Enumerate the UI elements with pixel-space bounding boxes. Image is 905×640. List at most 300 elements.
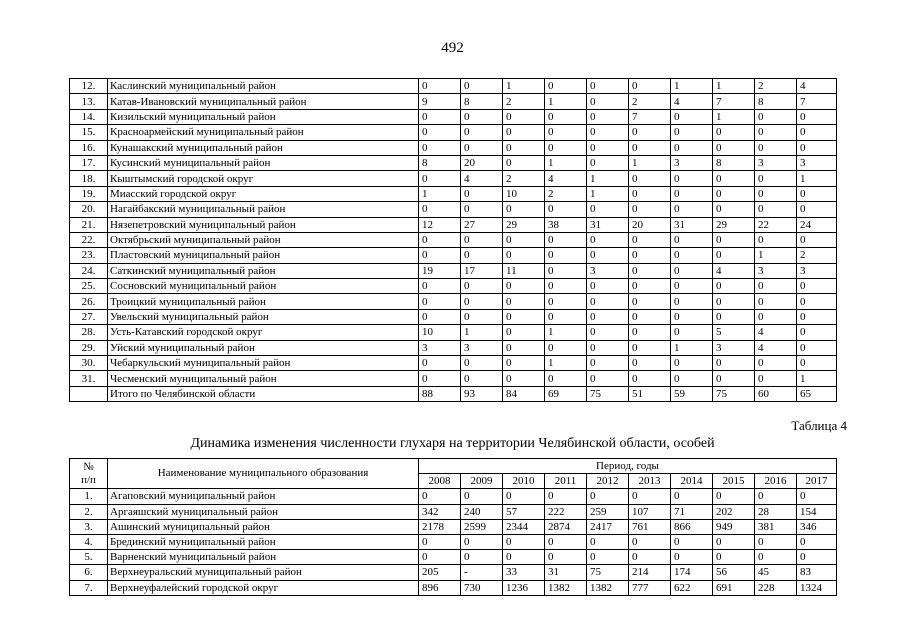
value-cell: 0 (461, 186, 503, 201)
capercaillie-table (69, 458, 837, 596)
municipality-name: Увельский муниципальный район (108, 309, 419, 324)
value-cell: 0 (629, 263, 671, 278)
municipality-name: Каслинский муниципальный район (108, 79, 419, 94)
value-cell: 0 (419, 294, 461, 309)
value-cell: 9 (419, 94, 461, 109)
value-cell: 0 (755, 171, 797, 186)
value-cell: 0 (545, 109, 587, 124)
value-cell: 0 (503, 125, 545, 140)
value-cell: 0 (797, 125, 837, 140)
value-cell: 2599 (461, 519, 503, 534)
value-cell: 0 (629, 534, 671, 549)
value-cell: 1 (671, 340, 713, 355)
value-cell: 0 (461, 294, 503, 309)
value-cell: 0 (755, 125, 797, 140)
value-cell: 3 (755, 263, 797, 278)
value-cell: 0 (503, 202, 545, 217)
value-cell: 0 (755, 309, 797, 324)
value-cell: 0 (797, 356, 837, 371)
value-cell: 0 (587, 534, 629, 549)
value-cell: 3 (797, 155, 837, 170)
value-cell: 0 (419, 534, 461, 549)
table-row (70, 202, 837, 217)
value-cell: 1236 (503, 580, 545, 595)
value-cell: 1 (797, 171, 837, 186)
value-cell: 0 (797, 550, 837, 565)
row-number: 4. (70, 534, 108, 549)
value-cell: 19 (419, 263, 461, 278)
value-cell: 0 (671, 171, 713, 186)
value-cell: 60 (755, 386, 797, 401)
row-number: 29. (70, 340, 108, 355)
value-cell: 0 (419, 550, 461, 565)
value-cell: 0 (545, 534, 587, 549)
value-cell: 154 (797, 504, 837, 519)
value-cell: 0 (587, 279, 629, 294)
header-year-cell: 2015 (713, 474, 755, 489)
value-cell: 0 (545, 263, 587, 278)
value-cell: 0 (797, 534, 837, 549)
value-cell: 1 (419, 186, 461, 201)
value-cell: 0 (587, 125, 629, 140)
value-cell: 0 (671, 294, 713, 309)
value-cell: 0 (503, 309, 545, 324)
value-cell: 2 (629, 94, 671, 109)
value-cell: 0 (545, 309, 587, 324)
value-cell: 0 (419, 79, 461, 94)
value-cell: 0 (629, 294, 671, 309)
value-cell: 2 (797, 248, 837, 263)
value-cell: 1 (587, 171, 629, 186)
value-cell: 0 (671, 109, 713, 124)
value-cell: 1 (755, 248, 797, 263)
value-cell: 0 (545, 248, 587, 263)
value-cell: 0 (587, 325, 629, 340)
value-cell: 0 (797, 340, 837, 355)
header-year-cell: 2014 (671, 474, 713, 489)
municipality-name: Верхнеуральский муниципальный район (108, 565, 419, 580)
value-cell: 3 (461, 340, 503, 355)
value-cell: 0 (461, 248, 503, 263)
value-cell: 1 (545, 325, 587, 340)
value-cell: 4 (545, 171, 587, 186)
value-cell: 0 (713, 171, 755, 186)
value-cell: 0 (629, 186, 671, 201)
value-cell: 1 (713, 79, 755, 94)
table-row (70, 155, 837, 170)
table-row (70, 79, 837, 94)
municipality-name: Саткинский муниципальный район (108, 263, 419, 278)
value-cell: 0 (755, 550, 797, 565)
row-number: 31. (70, 371, 108, 386)
municipality-name: Нагайбакский муниципальный район (108, 202, 419, 217)
value-cell: 3 (755, 155, 797, 170)
value-cell: 0 (587, 79, 629, 94)
value-cell: 0 (587, 155, 629, 170)
value-cell: 0 (503, 356, 545, 371)
value-cell: 0 (545, 125, 587, 140)
row-number: 23. (70, 248, 108, 263)
value-cell: 2 (545, 186, 587, 201)
value-cell: 31 (671, 217, 713, 232)
value-cell: 0 (629, 309, 671, 324)
value-cell: 0 (587, 232, 629, 247)
value-cell: 949 (713, 519, 755, 534)
value-cell: 0 (503, 248, 545, 263)
value-cell: 2 (503, 94, 545, 109)
value-cell: 22 (755, 217, 797, 232)
value-cell: 2344 (503, 519, 545, 534)
header-period-cell: Период, годы (419, 459, 837, 474)
value-cell: 0 (713, 186, 755, 201)
row-number: 25. (70, 279, 108, 294)
value-cell: 0 (629, 550, 671, 565)
municipality-name: Кусинский муниципальный район (108, 155, 419, 170)
table-row (70, 186, 837, 201)
municipality-name: Пластовский муниципальный район (108, 248, 419, 263)
value-cell: 214 (629, 565, 671, 580)
value-cell: 27 (461, 217, 503, 232)
value-cell: 0 (587, 309, 629, 324)
value-cell: 84 (503, 386, 545, 401)
value-cell: 31 (587, 217, 629, 232)
value-cell: 10 (503, 186, 545, 201)
value-cell: 107 (629, 504, 671, 519)
value-cell: 1382 (545, 580, 587, 595)
value-cell: 1382 (587, 580, 629, 595)
header-number-symbol: № (83, 460, 94, 473)
value-cell: 0 (419, 279, 461, 294)
value-cell: 259 (587, 504, 629, 519)
value-cell: 75 (587, 386, 629, 401)
value-cell: 0 (587, 550, 629, 565)
table-row (70, 340, 837, 355)
table-title: Динамика изменения численности глухаря на территории Челябинской области, особей (190, 436, 715, 451)
municipality-name: Красноармейский муниципальный район (108, 125, 419, 140)
value-cell: 691 (713, 580, 755, 595)
municipality-name: Чебаркульский муниципальный район (108, 356, 419, 371)
row-number: 20. (70, 202, 108, 217)
value-cell: 71 (671, 504, 713, 519)
value-cell: 0 (629, 79, 671, 94)
value-cell: 75 (587, 565, 629, 580)
value-cell: 1 (797, 371, 837, 386)
table-row (70, 309, 837, 324)
value-cell: 0 (419, 140, 461, 155)
value-cell: 0 (713, 140, 755, 155)
value-cell: 57 (503, 504, 545, 519)
table-continuation (69, 78, 837, 402)
value-cell: 7 (629, 109, 671, 124)
value-cell: 1 (545, 94, 587, 109)
value-cell: 0 (545, 79, 587, 94)
value-cell: 3 (419, 340, 461, 355)
value-cell: 2178 (419, 519, 461, 534)
value-cell: 0 (503, 325, 545, 340)
value-cell: 0 (629, 140, 671, 155)
value-cell: 0 (503, 550, 545, 565)
value-cell: 0 (461, 309, 503, 324)
value-cell: 0 (671, 534, 713, 549)
value-cell: 1 (629, 155, 671, 170)
value-cell: 2 (755, 79, 797, 94)
value-cell: 0 (629, 325, 671, 340)
row-number: 2. (70, 504, 108, 519)
value-cell: 0 (797, 294, 837, 309)
value-cell: 222 (545, 504, 587, 519)
value-cell: 0 (503, 340, 545, 355)
value-cell: 3 (671, 155, 713, 170)
row-number: 22. (70, 232, 108, 247)
header-name-cell: Наименование муниципального образования (108, 459, 419, 489)
value-cell: 8 (713, 155, 755, 170)
value-cell: 0 (461, 125, 503, 140)
value-cell: 0 (419, 309, 461, 324)
value-cell: 0 (587, 140, 629, 155)
value-cell: 10 (419, 325, 461, 340)
value-cell: 4 (755, 325, 797, 340)
municipality-name: Итого по Челябинской области (108, 386, 419, 401)
row-number: 28. (70, 325, 108, 340)
table-row (70, 504, 837, 519)
row-number: 13. (70, 94, 108, 109)
value-cell: 0 (629, 279, 671, 294)
value-cell: 0 (503, 140, 545, 155)
row-number: 17. (70, 155, 108, 170)
value-cell: 20 (461, 155, 503, 170)
value-cell: 0 (713, 294, 755, 309)
row-number: 15. (70, 125, 108, 140)
value-cell: 4 (755, 340, 797, 355)
value-cell: 0 (629, 356, 671, 371)
value-cell: 0 (713, 534, 755, 549)
value-cell: 0 (503, 534, 545, 549)
table-row (70, 371, 837, 386)
municipality-name: Аргаяшский муниципальный район (108, 504, 419, 519)
value-cell: 866 (671, 519, 713, 534)
municipality-name: Брединский муниципальный район (108, 534, 419, 549)
header-year-cell: 2009 (461, 474, 503, 489)
value-cell: 0 (671, 125, 713, 140)
value-cell: 1 (545, 155, 587, 170)
table-row (70, 565, 837, 580)
value-cell: 75 (713, 386, 755, 401)
value-cell: 622 (671, 580, 713, 595)
row-number: 3. (70, 519, 108, 534)
page-number: 492 (441, 40, 464, 56)
value-cell: 0 (797, 325, 837, 340)
value-cell: 0 (419, 356, 461, 371)
value-cell: 0 (503, 155, 545, 170)
table-row (70, 386, 837, 401)
value-cell: 1 (461, 325, 503, 340)
value-cell: 0 (671, 263, 713, 278)
value-cell: 342 (419, 504, 461, 519)
value-cell: 8 (755, 94, 797, 109)
value-cell: 0 (797, 186, 837, 201)
value-cell: 2 (503, 171, 545, 186)
header-year-cell: 2013 (629, 474, 671, 489)
value-cell: 0 (461, 279, 503, 294)
row-number: 30. (70, 356, 108, 371)
value-cell: 0 (629, 232, 671, 247)
table-row (70, 125, 837, 140)
value-cell: 1 (587, 186, 629, 201)
value-cell: 0 (713, 279, 755, 294)
value-cell: 0 (587, 371, 629, 386)
value-cell: 28 (755, 504, 797, 519)
value-cell: 0 (713, 309, 755, 324)
header-year-cell: 2017 (797, 474, 837, 489)
value-cell: 0 (545, 371, 587, 386)
row-number: 19. (70, 186, 108, 201)
value-cell: 1 (713, 109, 755, 124)
value-cell: 0 (545, 232, 587, 247)
value-cell: 0 (629, 371, 671, 386)
value-cell: 31 (545, 565, 587, 580)
value-cell: 33 (503, 565, 545, 580)
value-cell: 0 (671, 279, 713, 294)
municipality-name: Ашинский муниципальный район (108, 519, 419, 534)
value-cell: 29 (713, 217, 755, 232)
municipality-name: Октябрьский муниципальный район (108, 232, 419, 247)
value-cell: 0 (545, 279, 587, 294)
header-row (70, 459, 837, 474)
value-cell: 0 (419, 232, 461, 247)
value-cell: 0 (671, 186, 713, 201)
value-cell: 228 (755, 580, 797, 595)
municipality-name: Чесменский муниципальный район (108, 371, 419, 386)
table-row (70, 580, 837, 595)
value-cell: 0 (713, 489, 755, 504)
table-row (70, 109, 837, 124)
municipality-name: Сосновский муниципальный район (108, 279, 419, 294)
value-cell: 0 (671, 140, 713, 155)
value-cell: 0 (671, 489, 713, 504)
value-cell: 20 (629, 217, 671, 232)
value-cell: 0 (713, 550, 755, 565)
value-cell: 0 (755, 356, 797, 371)
value-cell: 0 (755, 109, 797, 124)
value-cell: 0 (587, 109, 629, 124)
value-cell: 0 (587, 202, 629, 217)
value-cell: 0 (629, 489, 671, 504)
value-cell: 0 (503, 294, 545, 309)
municipality-name: Кизильский муниципальный район (108, 109, 419, 124)
header-year-cell: 2010 (503, 474, 545, 489)
value-cell: 0 (629, 340, 671, 355)
value-cell: 0 (587, 94, 629, 109)
value-cell: 2417 (587, 519, 629, 534)
value-cell: 0 (797, 279, 837, 294)
value-cell: 0 (671, 202, 713, 217)
row-number: 5. (70, 550, 108, 565)
row-number: 16. (70, 140, 108, 155)
value-cell: 0 (419, 371, 461, 386)
value-cell: 0 (587, 340, 629, 355)
value-cell: 0 (755, 202, 797, 217)
value-cell: 0 (545, 489, 587, 504)
header-year-cell: 2011 (545, 474, 587, 489)
value-cell: 0 (545, 550, 587, 565)
value-cell: 4 (671, 94, 713, 109)
table-row (70, 550, 837, 565)
value-cell: 240 (461, 504, 503, 519)
value-cell: 1324 (797, 580, 837, 595)
table-row (70, 94, 837, 109)
value-cell: 0 (587, 489, 629, 504)
value-cell: 0 (713, 202, 755, 217)
value-cell: 0 (797, 309, 837, 324)
value-cell: 0 (671, 309, 713, 324)
value-cell: 0 (419, 489, 461, 504)
value-cell: 0 (461, 534, 503, 549)
value-cell: 0 (713, 125, 755, 140)
value-cell: 0 (755, 294, 797, 309)
value-cell: 17 (461, 263, 503, 278)
value-cell: 0 (755, 534, 797, 549)
value-cell: 0 (671, 550, 713, 565)
value-cell: 0 (755, 140, 797, 155)
value-cell: 12 (419, 217, 461, 232)
table-row (70, 356, 837, 371)
value-cell: 730 (461, 580, 503, 595)
row-number: 18. (70, 171, 108, 186)
row-number: 7. (70, 580, 108, 595)
value-cell: 0 (797, 489, 837, 504)
value-cell: 69 (545, 386, 587, 401)
value-cell: 346 (797, 519, 837, 534)
municipality-name: Кыштымский городской округ (108, 171, 419, 186)
value-cell: 0 (503, 232, 545, 247)
value-cell: 174 (671, 565, 713, 580)
municipality-name: Нязепетровский муниципальный район (108, 217, 419, 232)
value-cell: 83 (797, 565, 837, 580)
value-cell: 65 (797, 386, 837, 401)
table-continuation-body (70, 79, 837, 402)
header-number-cell (70, 459, 108, 489)
municipality-name: Кунашакский муниципальный район (108, 140, 419, 155)
value-cell: 24 (797, 217, 837, 232)
value-cell: 0 (461, 489, 503, 504)
value-cell: 1 (503, 79, 545, 94)
value-cell: 0 (587, 294, 629, 309)
value-cell: 0 (461, 550, 503, 565)
table-row (70, 325, 837, 340)
value-cell: 0 (545, 294, 587, 309)
row-number: 12. (70, 79, 108, 94)
value-cell: 1 (671, 79, 713, 94)
header-number-abbrev: п/п (81, 473, 96, 486)
value-cell: 0 (755, 186, 797, 201)
row-number: 26. (70, 294, 108, 309)
value-cell: 0 (713, 248, 755, 263)
value-cell: 56 (713, 565, 755, 580)
row-number: 24. (70, 263, 108, 278)
value-cell: 0 (671, 371, 713, 386)
value-cell: 38 (545, 217, 587, 232)
value-cell: 0 (587, 248, 629, 263)
value-cell: 1 (545, 356, 587, 371)
value-cell: 0 (755, 371, 797, 386)
municipality-name: Верхнеуфалейский городской округ (108, 580, 419, 595)
value-cell: 0 (503, 371, 545, 386)
value-cell: 0 (419, 125, 461, 140)
header-year-cell: 2008 (419, 474, 461, 489)
table-row (70, 232, 837, 247)
value-cell: 0 (545, 140, 587, 155)
value-cell: 0 (503, 109, 545, 124)
